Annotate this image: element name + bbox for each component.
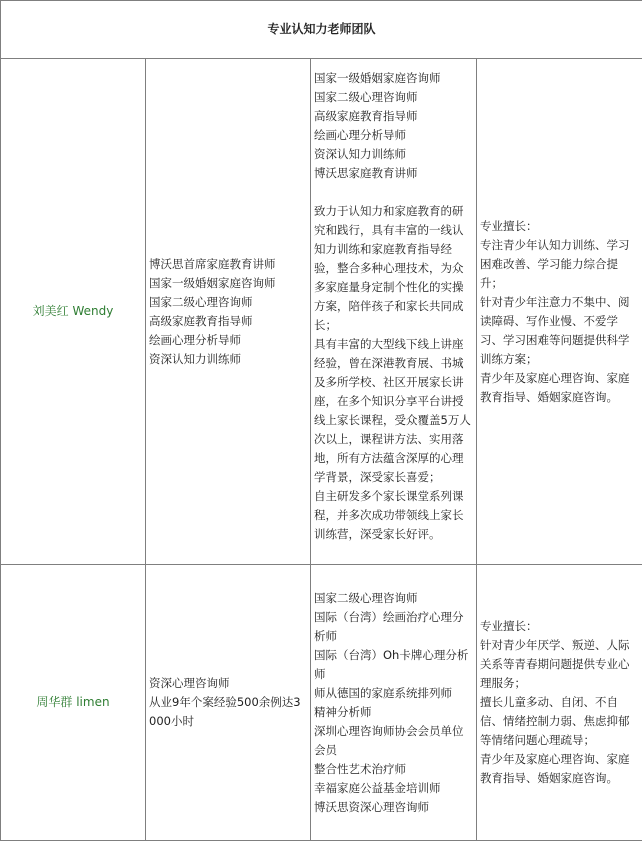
teacher-specialty bbox=[477, 59, 642, 565]
bio-paragraph: 具有丰富的大型线下线上讲座经验，曾在深港教育展、书城及多所学校、社区开展家长讲座，在多个知识分享平台讲授线上家长课程，受众覆盖5万人次以上，课程讲方法、实用落地，所有方法蕴含深厚的心理学背景，深受家长喜爱； bbox=[314, 335, 473, 487]
cert-line: 资深认知力训练师 bbox=[314, 145, 473, 164]
teacher-titles bbox=[146, 59, 311, 565]
specialty-item: 擅长儿童多动、自闭、不自信、情绪控制力弱、焦虑抑郁等情绪问题心理疏导； bbox=[480, 693, 639, 750]
bio-paragraph: 自主研发多个家长课堂系列课程，并多次成功带领线上家长训练营，深受家长好评。 bbox=[314, 487, 473, 544]
teacher-name: 刘美红 Wendy bbox=[1, 59, 146, 565]
title-line: 从业9年个案经验500余例达3000小时 bbox=[149, 693, 307, 731]
specialty-heading: 专业擅长： bbox=[480, 217, 639, 236]
title-line: 绘画心理分析导师 bbox=[149, 331, 307, 350]
teacher-certs-bio bbox=[311, 59, 477, 565]
specialty-heading: 专业擅长： bbox=[480, 617, 639, 636]
cert-line: 幸福家庭公益基金培训师 bbox=[314, 779, 473, 798]
cert-line: 国际（台湾）Oh卡牌心理分析师 bbox=[314, 646, 473, 684]
bio-paragraph: 致力于认知力和家庭教育的研究和践行，具有丰富的一线认知力训练和家庭教育指导经验，整合多种心理技术，为众多家庭量身定制个性化的实操方案，陪伴孩子和家长共同成长； bbox=[314, 202, 473, 335]
cert-line: 整合性艺术治疗师 bbox=[314, 760, 473, 779]
cert-line: 绘画心理分析导师 bbox=[314, 126, 473, 145]
title-line: 资深认知力训练师 bbox=[149, 350, 307, 369]
title-line: 资深心理咨询师 bbox=[149, 674, 307, 693]
table-row bbox=[1, 565, 642, 841]
title-line: 博沃思首席家庭教育讲师 bbox=[149, 255, 307, 274]
title-line: 国家二级心理咨询师 bbox=[149, 293, 307, 312]
specialty-item: 青少年及家庭心理咨询、家庭教育指导、婚姻家庭咨询。 bbox=[480, 369, 639, 407]
cert-line: 国际（台湾）绘画治疗心理分析师 bbox=[314, 608, 473, 646]
cert-line: 深圳心理咨询师协会会员单位会员 bbox=[314, 722, 473, 760]
cert-line: 国家二级心理咨询师 bbox=[314, 88, 473, 107]
cert-line: 师从德国的家庭系统排列师 bbox=[314, 684, 473, 703]
teacher-name: 周华群 limen bbox=[1, 565, 146, 841]
specialty-item: 青少年及家庭心理咨询、家庭教育指导、婚姻家庭咨询。 bbox=[480, 750, 639, 788]
cert-line: 国家一级婚姻家庭咨询师 bbox=[314, 69, 473, 88]
specialty-item: 针对青少年厌学、叛逆、人际关系等青春期问题提供专业心理服务； bbox=[480, 636, 639, 693]
teacher-certs bbox=[311, 565, 477, 841]
table-title: 专业认知力老师团队 bbox=[1, 1, 642, 59]
cert-line: 博沃思家庭教育讲师 bbox=[314, 164, 473, 183]
cert-line: 精神分析师 bbox=[314, 703, 473, 722]
cert-line: 博沃思资深心理咨询师 bbox=[314, 798, 473, 817]
cert-line: 高级家庭教育指导师 bbox=[314, 107, 473, 126]
specialty-item: 专注青少年认知力训练、学习困难改善、学习能力综合提升； bbox=[480, 236, 639, 293]
table-row bbox=[1, 59, 642, 565]
cert-line: 国家二级心理咨询师 bbox=[314, 589, 473, 608]
title-line: 国家一级婚姻家庭咨询师 bbox=[149, 274, 307, 293]
teacher-specialty bbox=[477, 565, 642, 841]
title-line: 高级家庭教育指导师 bbox=[149, 312, 307, 331]
teacher-titles bbox=[146, 565, 311, 841]
specialty-item: 针对青少年注意力不集中、阅读障碍、写作业慢、不爱学习、学习困难等问题提供科学训练方案； bbox=[480, 293, 639, 369]
